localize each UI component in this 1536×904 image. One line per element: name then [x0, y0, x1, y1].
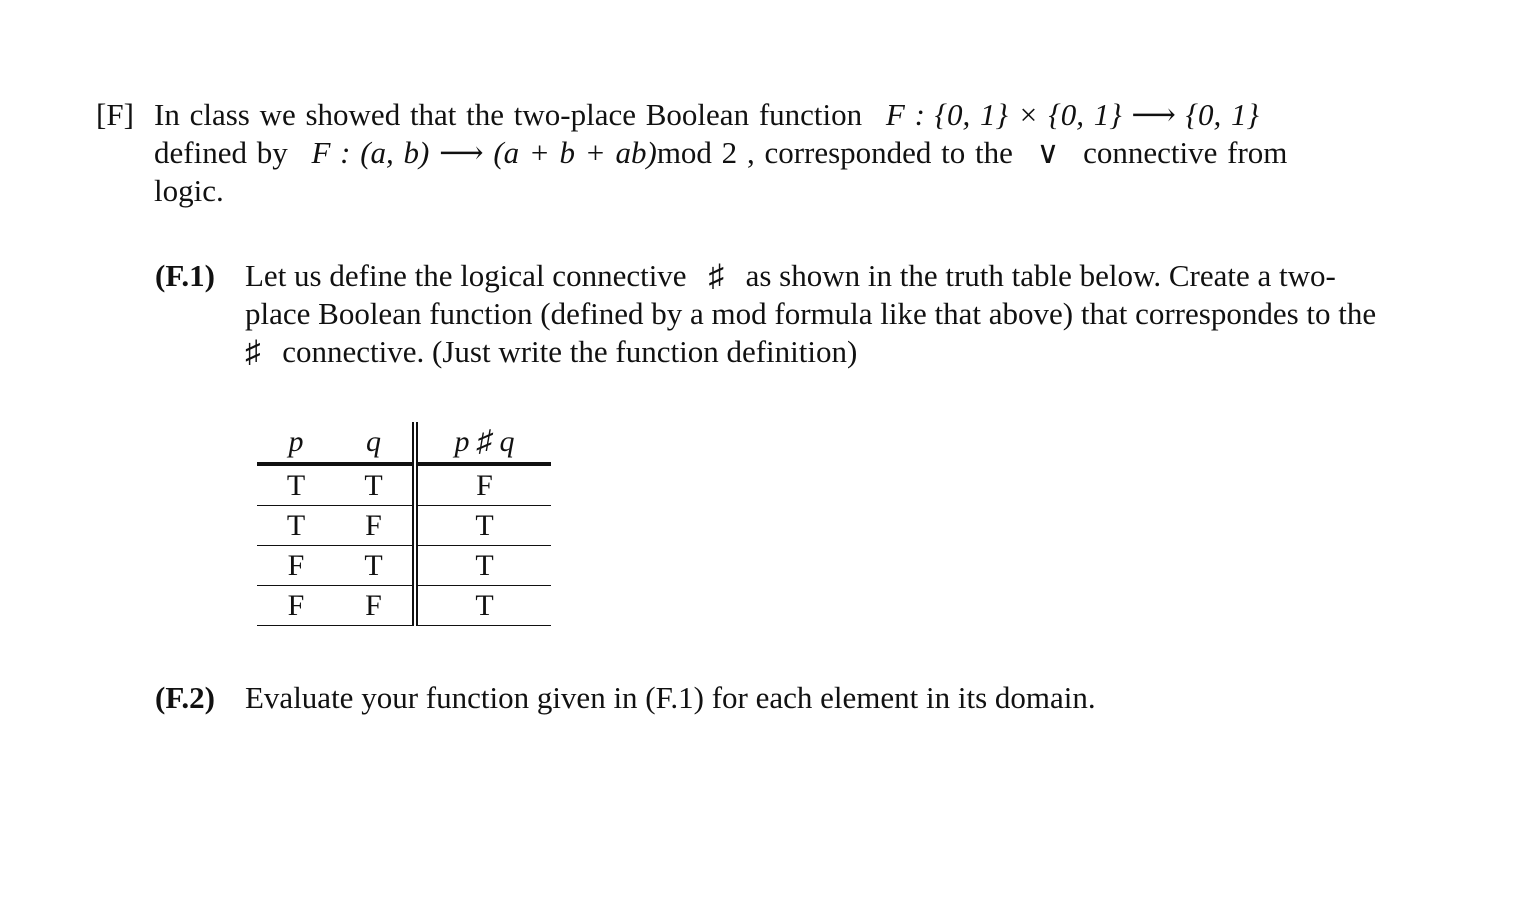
statement-line2-mid: , corresponded to the — [746, 135, 1013, 170]
mod-expression: mod 2 — [656, 135, 738, 170]
problem-statement — [154, 96, 1406, 210]
header-p: p — [257, 422, 335, 464]
part-f1-text-b: as shown in the truth table below. Create a two-place Boolean function (defined by a mod formula like that above) that correspondes to the — [245, 258, 1377, 331]
statement-line2-suffix: connective from — [1083, 135, 1288, 170]
cell-p: F — [257, 586, 335, 626]
part-f1-text-a: Let us define the logical connective — [245, 258, 687, 293]
cell-result: T — [415, 546, 551, 586]
problem-label: [F] — [96, 97, 134, 132]
cell-q: F — [335, 586, 415, 626]
table-row — [257, 586, 551, 626]
part-f2-label: (F.2) — [155, 680, 215, 715]
part-f1-text-c: connective. (Just write the function definition) — [282, 334, 858, 369]
cell-p: T — [257, 464, 335, 506]
statement-line2-prefix: defined by — [154, 135, 288, 170]
part-f2 — [155, 679, 1395, 717]
sharp-symbol: ♯ — [708, 258, 724, 293]
truth-table-header — [257, 422, 551, 464]
sharp-symbol-2: ♯ — [245, 334, 261, 369]
function-definition: F : (a, b) ⟶ (a + b + ab) — [311, 135, 657, 170]
truth-table — [257, 422, 551, 626]
statement-line1-text: In class we showed that the two-place Boolean function — [154, 97, 863, 132]
table-row — [257, 464, 551, 506]
or-symbol: ∨ — [1036, 135, 1060, 170]
cell-result: T — [415, 586, 551, 626]
statement-line3: logic. — [154, 173, 224, 208]
table-row — [257, 546, 551, 586]
cell-p: T — [257, 506, 335, 546]
header-q: q — [335, 422, 415, 464]
cell-result: T — [415, 506, 551, 546]
cell-q: T — [335, 546, 415, 586]
cell-p: F — [257, 546, 335, 586]
cell-q: F — [335, 506, 415, 546]
part-f2-text: Evaluate your function given in (F.1) for each element in its domain. — [245, 680, 1096, 715]
cell-q: T — [335, 464, 415, 506]
problem-f — [96, 96, 1406, 210]
part-f1-text — [245, 257, 1395, 371]
function-signature: F : {0, 1} × {0, 1} ⟶ {0, 1} — [885, 97, 1259, 132]
part-f1-label: (F.1) — [155, 258, 215, 293]
part-f1 — [155, 257, 1395, 371]
cell-result: F — [415, 464, 551, 506]
header-p-sharp-q: p ♯ q — [415, 422, 551, 464]
table-row — [257, 506, 551, 546]
